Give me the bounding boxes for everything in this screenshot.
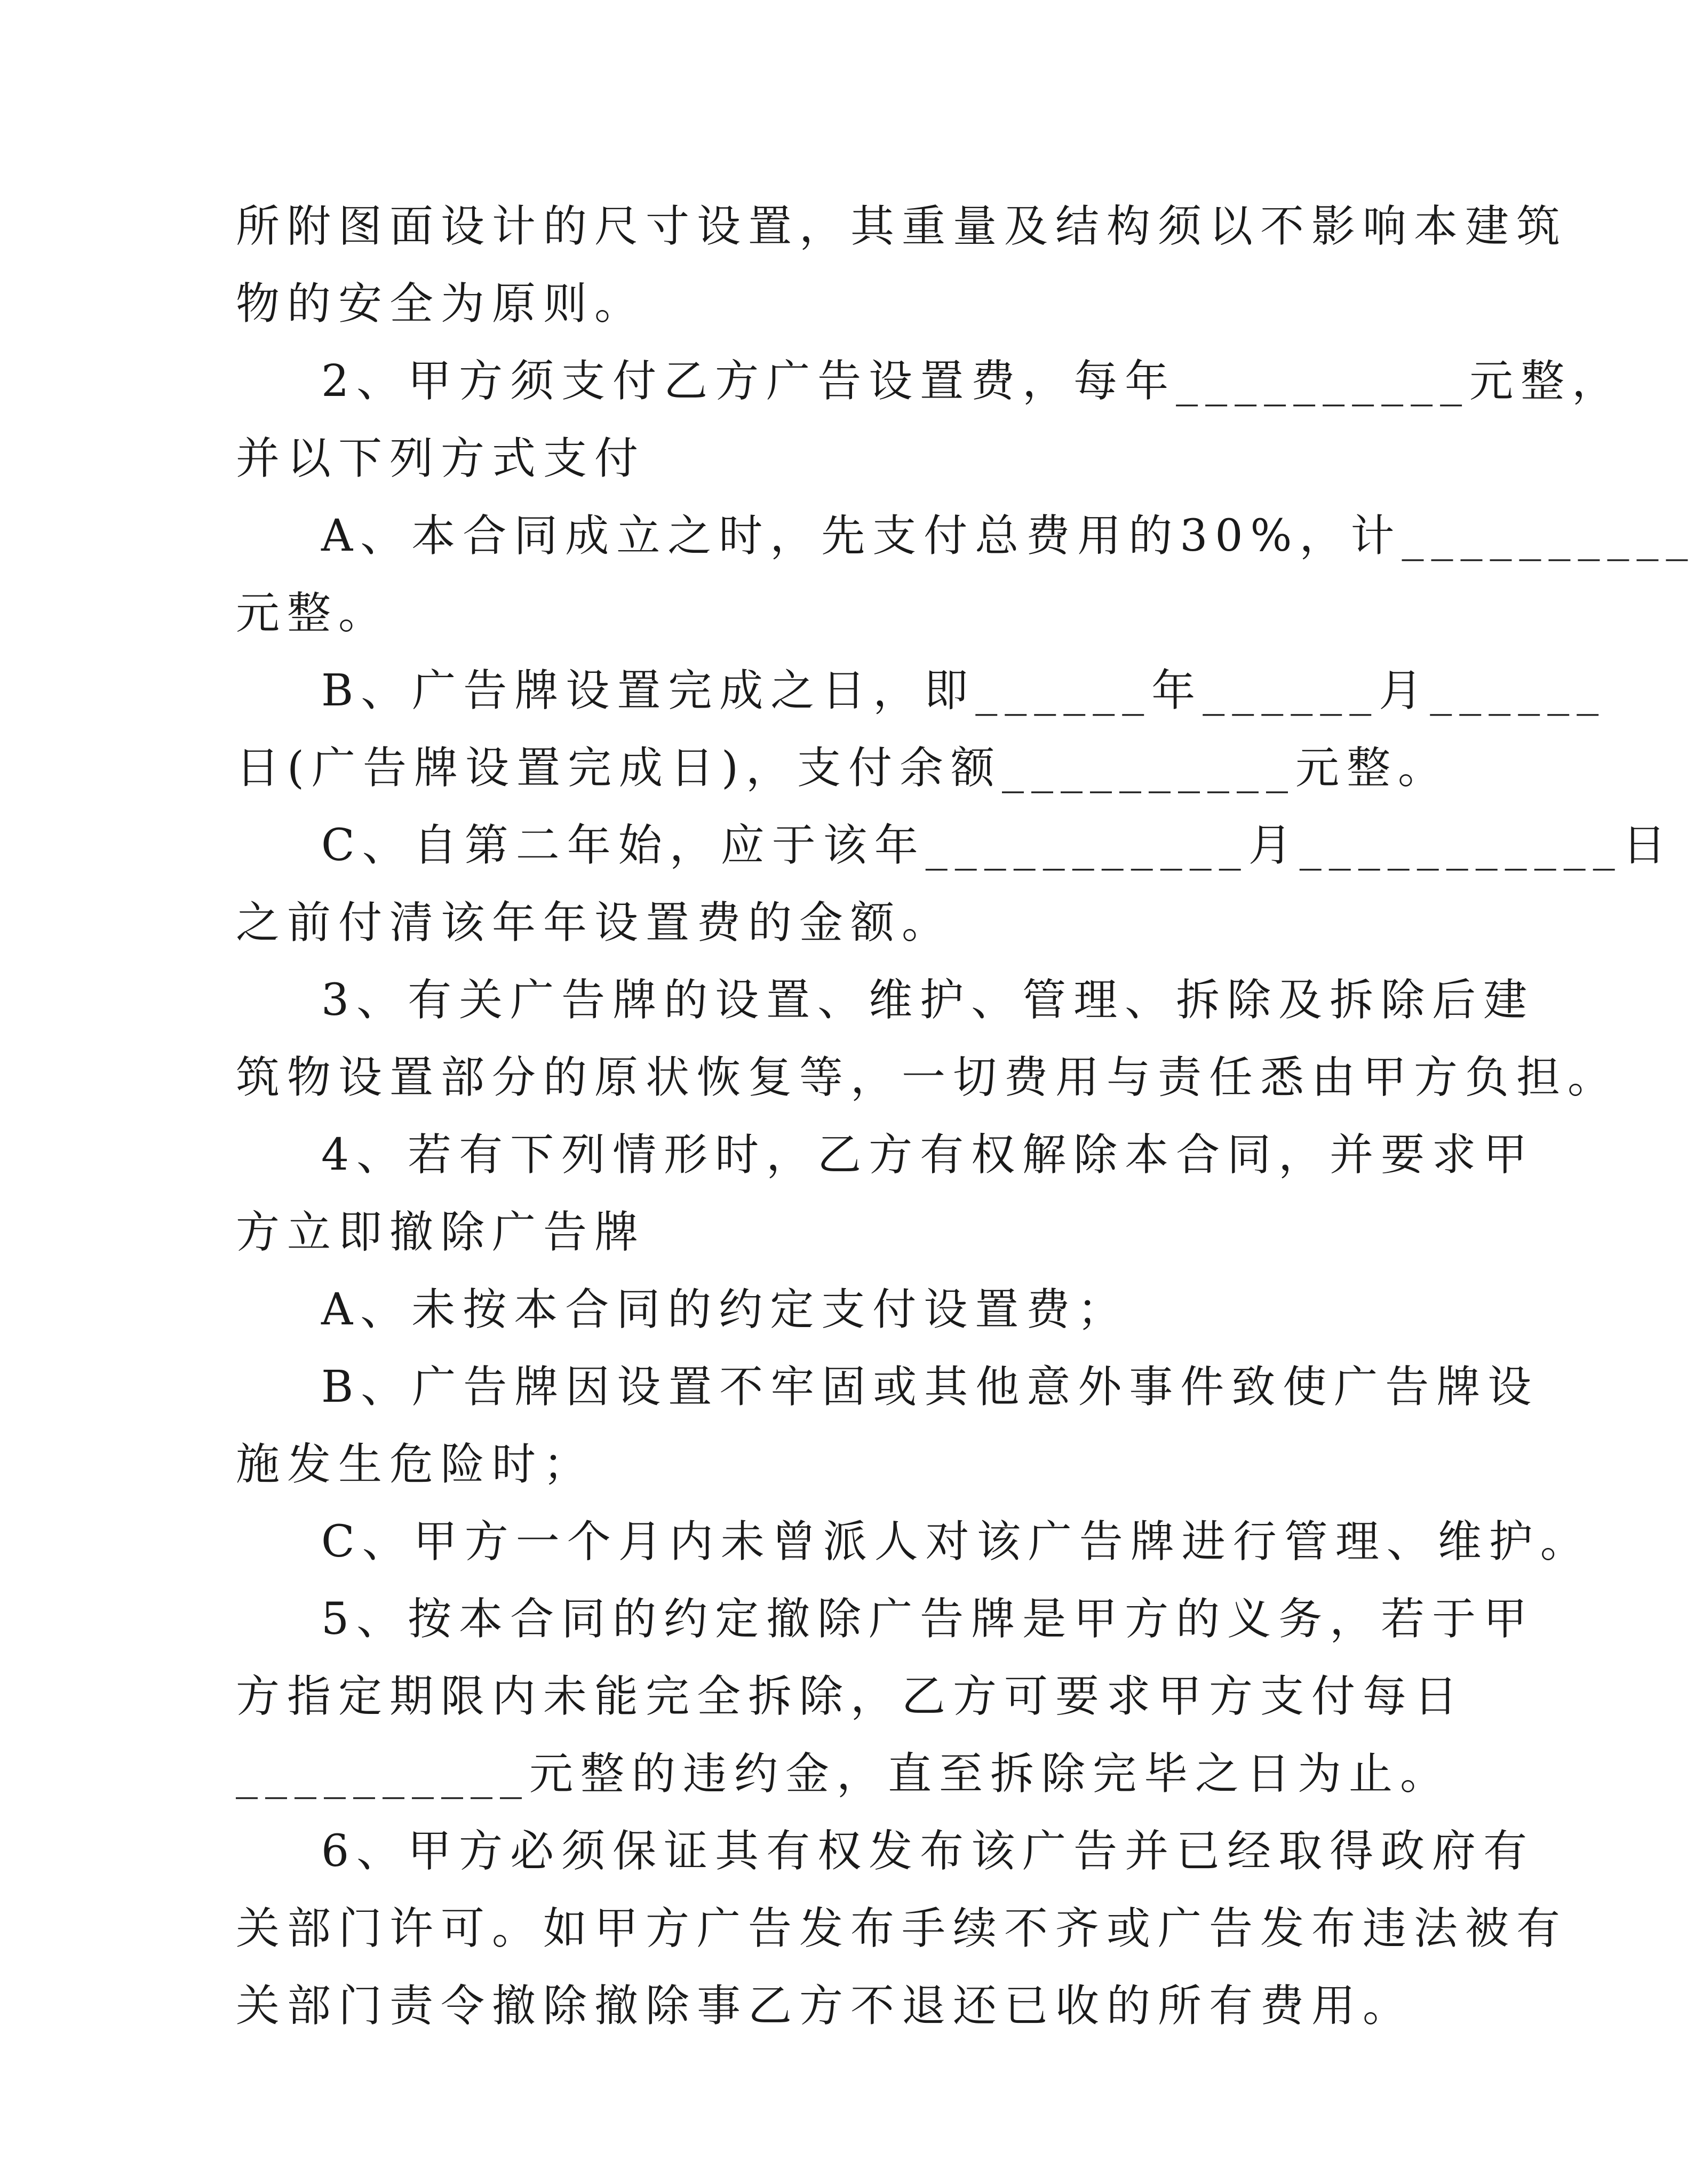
text-line: B、广告牌因设置不牢固或其他意外事件致使广告牌设 (321, 1362, 1539, 1412)
text-line: 所附图面设计的尺寸设置，其重量及结构须以不影响本建筑 (236, 201, 1568, 252)
text-line: 筑物设置部分的原状恢复等，一切费用与责任悉由甲方负担。 (236, 1052, 1619, 1103)
text-line: B、广告牌设置完成之日，即______年______月______ (321, 665, 1606, 716)
text-line: 5、按本合同的约定撤除广告牌是甲方的义务，若于甲 (321, 1594, 1535, 1645)
text-line: 并以下列方式支付 (236, 433, 646, 484)
text-line: 施发生危险时； (236, 1439, 595, 1490)
text-line: 元整。 (236, 588, 390, 639)
text-line: 物的安全为原则。 (236, 279, 646, 329)
text-line: A、本合同成立之时，先支付总费用的30%，计__________ (321, 511, 1695, 561)
text-line: 4、若有下列情形时，乙方有权解除本合同，并要求甲 (321, 1130, 1535, 1180)
text-line: 之前付清该年年设置费的金额。 (236, 898, 953, 948)
text-line: 2、甲方须支付乙方广告设置费，每年__________元整， (321, 356, 1624, 407)
text-line: __________元整的违约金，直至拆除完毕之日为止。 (236, 1749, 1452, 1799)
text-line: 关部门责令撤除撤除事乙方不退还已收的所有费用。 (236, 1981, 1414, 2031)
text-line: 日(广告牌设置完成日)，支付余额__________元整。 (236, 743, 1449, 793)
contract-body (236, 188, 1695, 2045)
text-line: C、自第二年始，应于该年___________月___________日 (321, 820, 1674, 871)
text-line: 6、甲方必须保证其有权发布该广告并已经取得政府有 (321, 1826, 1535, 1877)
text-line: 关部门许可。如甲方广告发布手续不齐或广告发布违法被有 (236, 1903, 1568, 1954)
text-line: 3、有关广告牌的设置、维护、管理、拆除及拆除后建 (321, 975, 1535, 1026)
text-line: C、甲方一个月内未曾派人对该广告牌进行管理、维护。 (321, 1516, 1591, 1567)
text-line: A、未按本合同的约定支付设置费； (321, 1284, 1129, 1335)
text-line: 方指定期限内未能完全拆除，乙方可要求甲方支付每日 (236, 1671, 1466, 1722)
text-line: 方立即撤除广告牌 (236, 1207, 646, 1258)
